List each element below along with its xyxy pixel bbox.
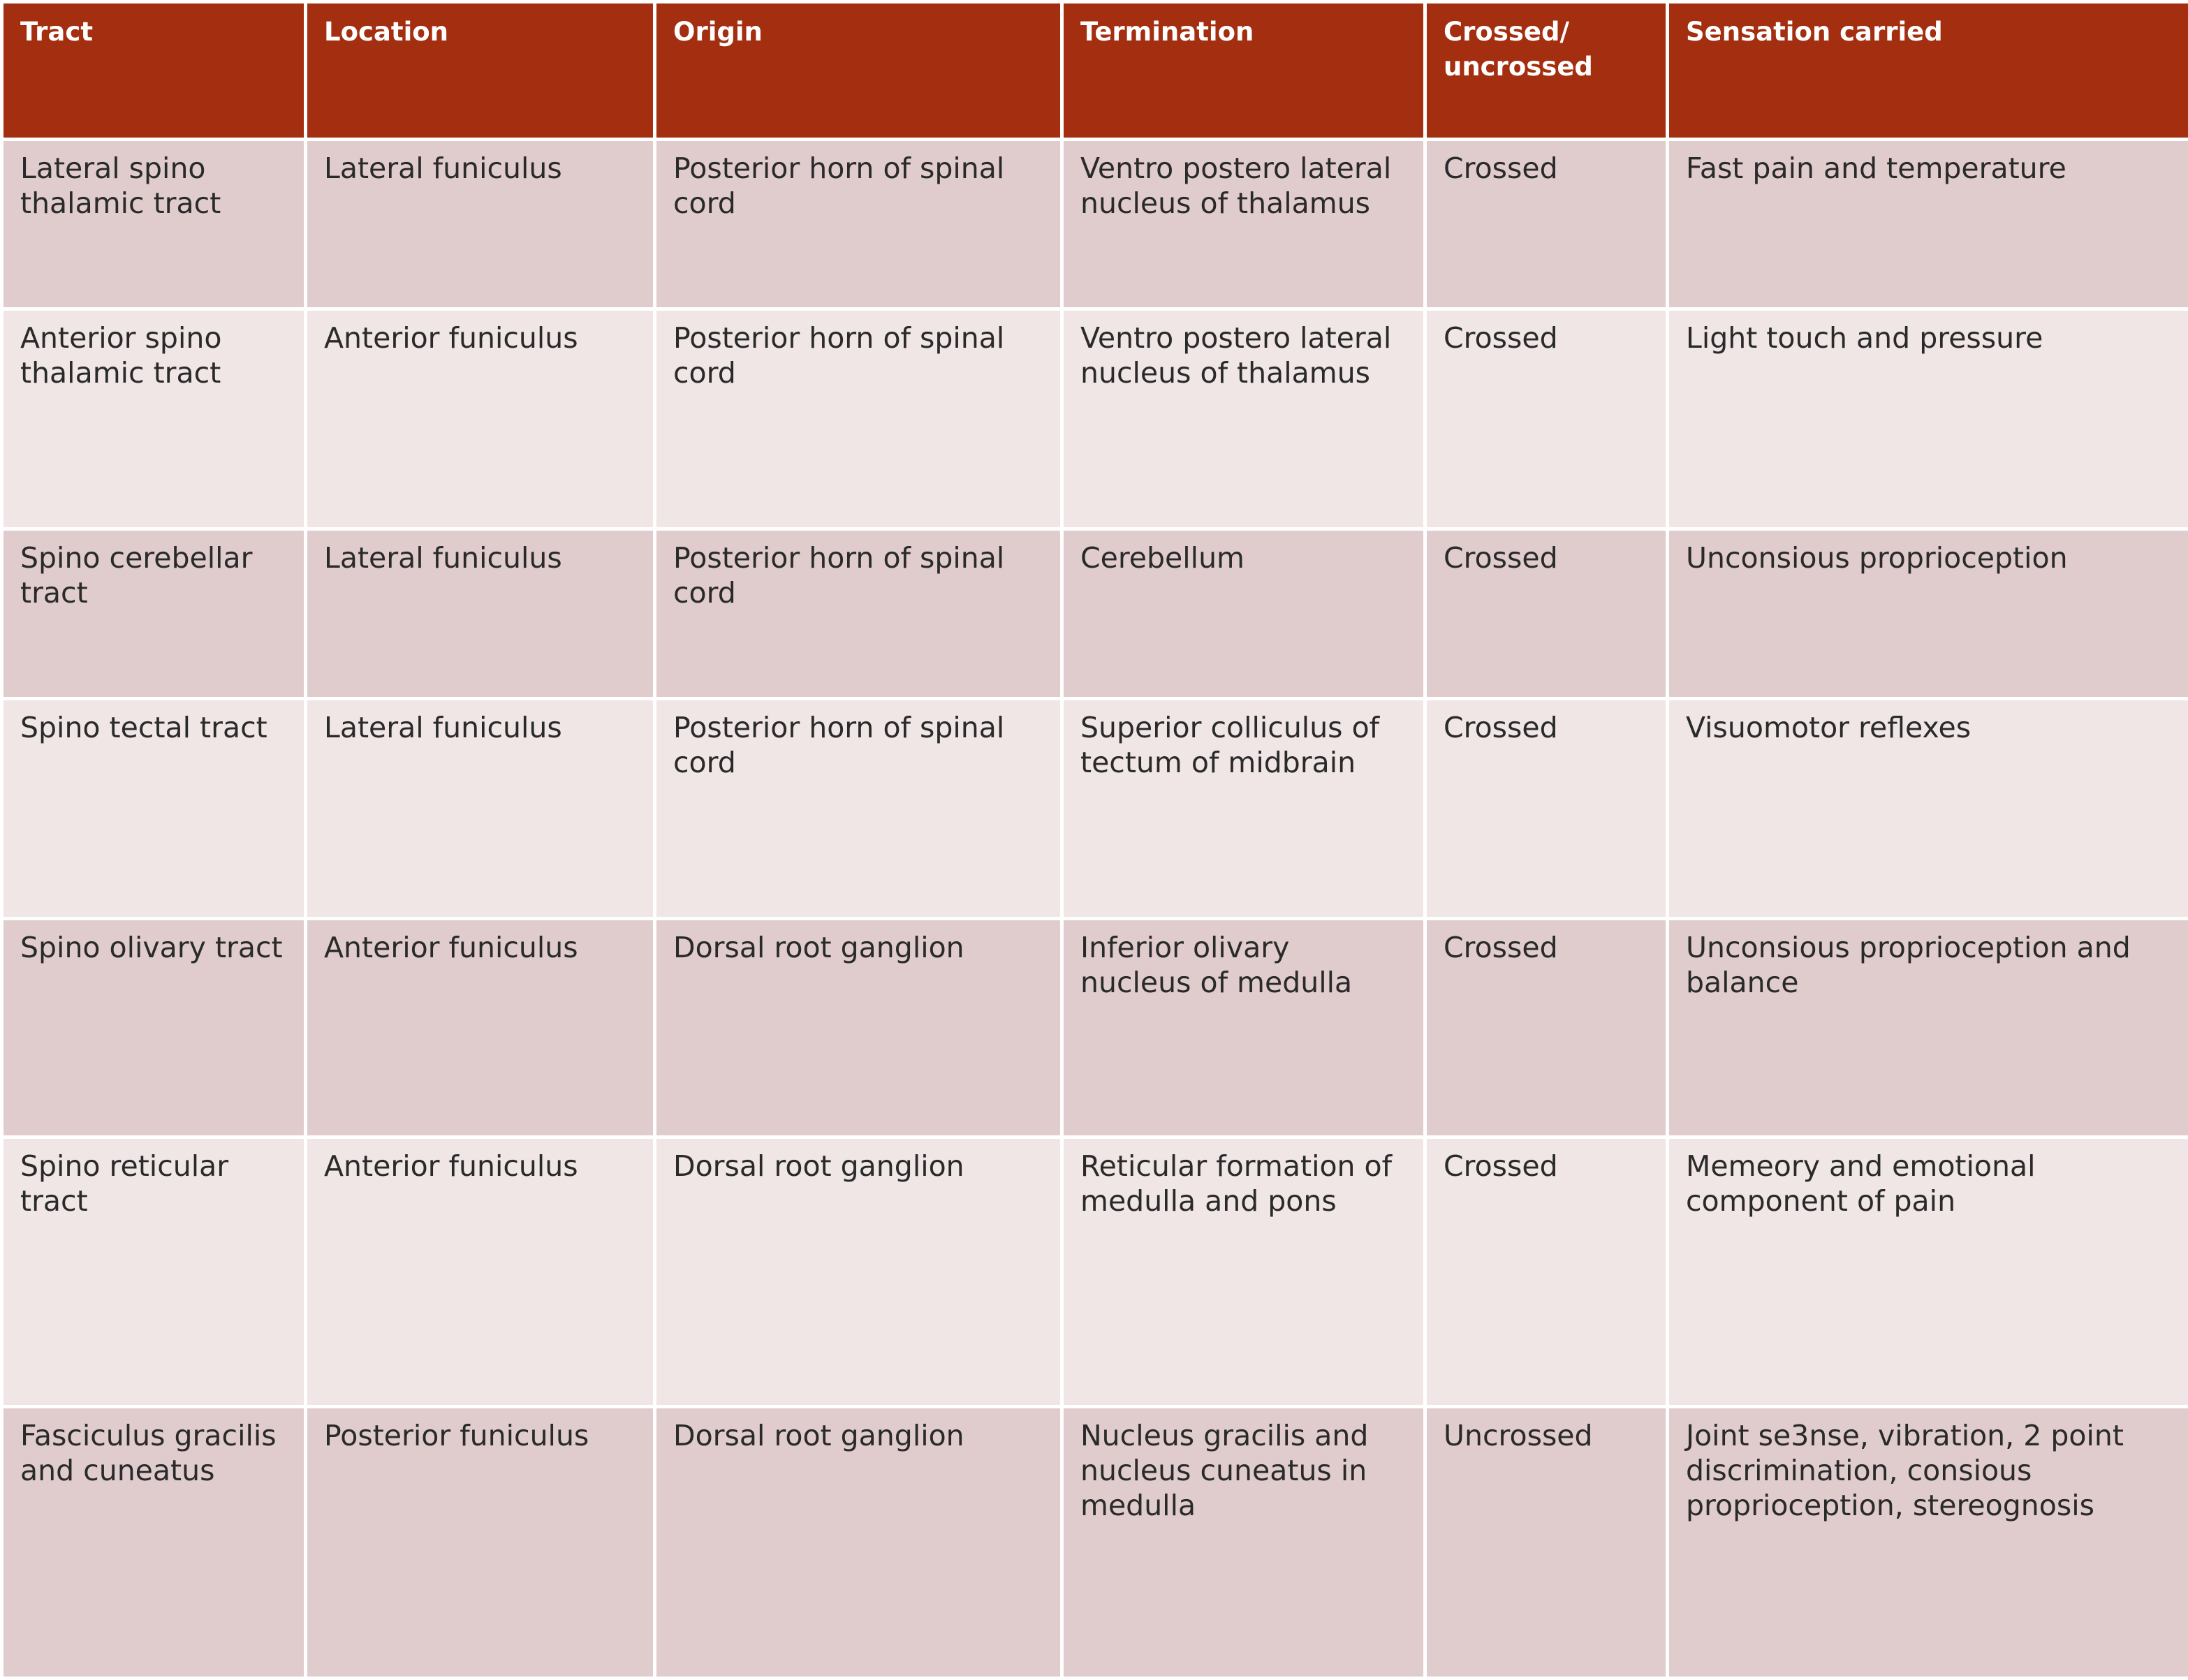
cell-termination: Inferior olivary nucleus of medulla [1062, 919, 1425, 1137]
cell-tract: Anterior spino thalamic tract [2, 309, 306, 529]
cell-origin: Posterior horn of spinal cord [655, 529, 1062, 699]
table-row [2, 1407, 2188, 1679]
table-row [2, 919, 2188, 1137]
table-row [2, 699, 2188, 919]
cell-crossed: Crossed [1425, 140, 1668, 309]
cell-termination: Cerebellum [1062, 529, 1425, 699]
cell-location: Anterior funiculus [306, 919, 655, 1137]
cell-termination: Reticular formation of medulla and pons [1062, 1137, 1425, 1407]
table-row [2, 529, 2188, 699]
cell-tract: Spino tectal tract [2, 699, 306, 919]
header-crossed: Crossed/ uncrossed [1425, 2, 1668, 140]
cell-termination: Nucleus gracilis and nucleus cuneatus in medulla [1062, 1407, 1425, 1679]
cell-sensation: Unconsious proprioception [1668, 529, 2188, 699]
cell-sensation: Fast pain and temperature [1668, 140, 2188, 309]
cell-location: Posterior funiculus [306, 1407, 655, 1679]
cell-origin: Posterior horn of spinal cord [655, 309, 1062, 529]
cell-sensation: Unconsious proprioception and balance [1668, 919, 2188, 1137]
cell-termination: Superior colliculus of tectum of midbrain [1062, 699, 1425, 919]
cell-sensation: Visuomotor reflexes [1668, 699, 2188, 919]
cell-location: Lateral funiculus [306, 140, 655, 309]
table-row [2, 140, 2188, 309]
header-origin: Origin [655, 2, 1062, 140]
cell-location: Anterior funiculus [306, 1137, 655, 1407]
header-termination: Termination [1062, 2, 1425, 140]
cell-origin: Posterior horn of spinal cord [655, 699, 1062, 919]
cell-crossed: Crossed [1425, 1137, 1668, 1407]
cell-location: Lateral funiculus [306, 699, 655, 919]
table-row [2, 1137, 2188, 1407]
header-sensation: Sensation carried [1668, 2, 2188, 140]
cell-crossed: Uncrossed [1425, 1407, 1668, 1679]
cell-tract: Spino reticular tract [2, 1137, 306, 1407]
header-location: Location [306, 2, 655, 140]
cell-location: Anterior funiculus [306, 309, 655, 529]
cell-origin: Dorsal root ganglion [655, 1407, 1062, 1679]
cell-origin: Dorsal root ganglion [655, 919, 1062, 1137]
table-header-row [2, 2, 2188, 140]
cell-location: Lateral funiculus [306, 529, 655, 699]
cell-termination: Ventro postero lateral nucleus of thalamus [1062, 309, 1425, 529]
cell-termination: Ventro postero lateral nucleus of thalamus [1062, 140, 1425, 309]
cell-sensation: Light touch and pressure [1668, 309, 2188, 529]
cell-crossed: Crossed [1425, 699, 1668, 919]
cell-crossed: Crossed [1425, 309, 1668, 529]
header-tract: Tract [2, 2, 306, 140]
cell-tract: Fasciculus gracilis and cuneatus [2, 1407, 306, 1679]
cell-crossed: Crossed [1425, 529, 1668, 699]
cell-tract: Spino olivary tract [2, 919, 306, 1137]
cell-tract: Spino cerebellar tract [2, 529, 306, 699]
cell-origin: Dorsal root ganglion [655, 1137, 1062, 1407]
table-row [2, 309, 2188, 529]
cell-sensation: Joint se3nse, vibration, 2 point discrimination, consious proprioception, stereognosis [1668, 1407, 2188, 1679]
cell-tract: Lateral spino thalamic tract [2, 140, 306, 309]
cell-crossed: Crossed [1425, 919, 1668, 1137]
cell-origin: Posterior horn of spinal cord [655, 140, 1062, 309]
cell-sensation: Memeory and emotional component of pain [1668, 1137, 2188, 1407]
